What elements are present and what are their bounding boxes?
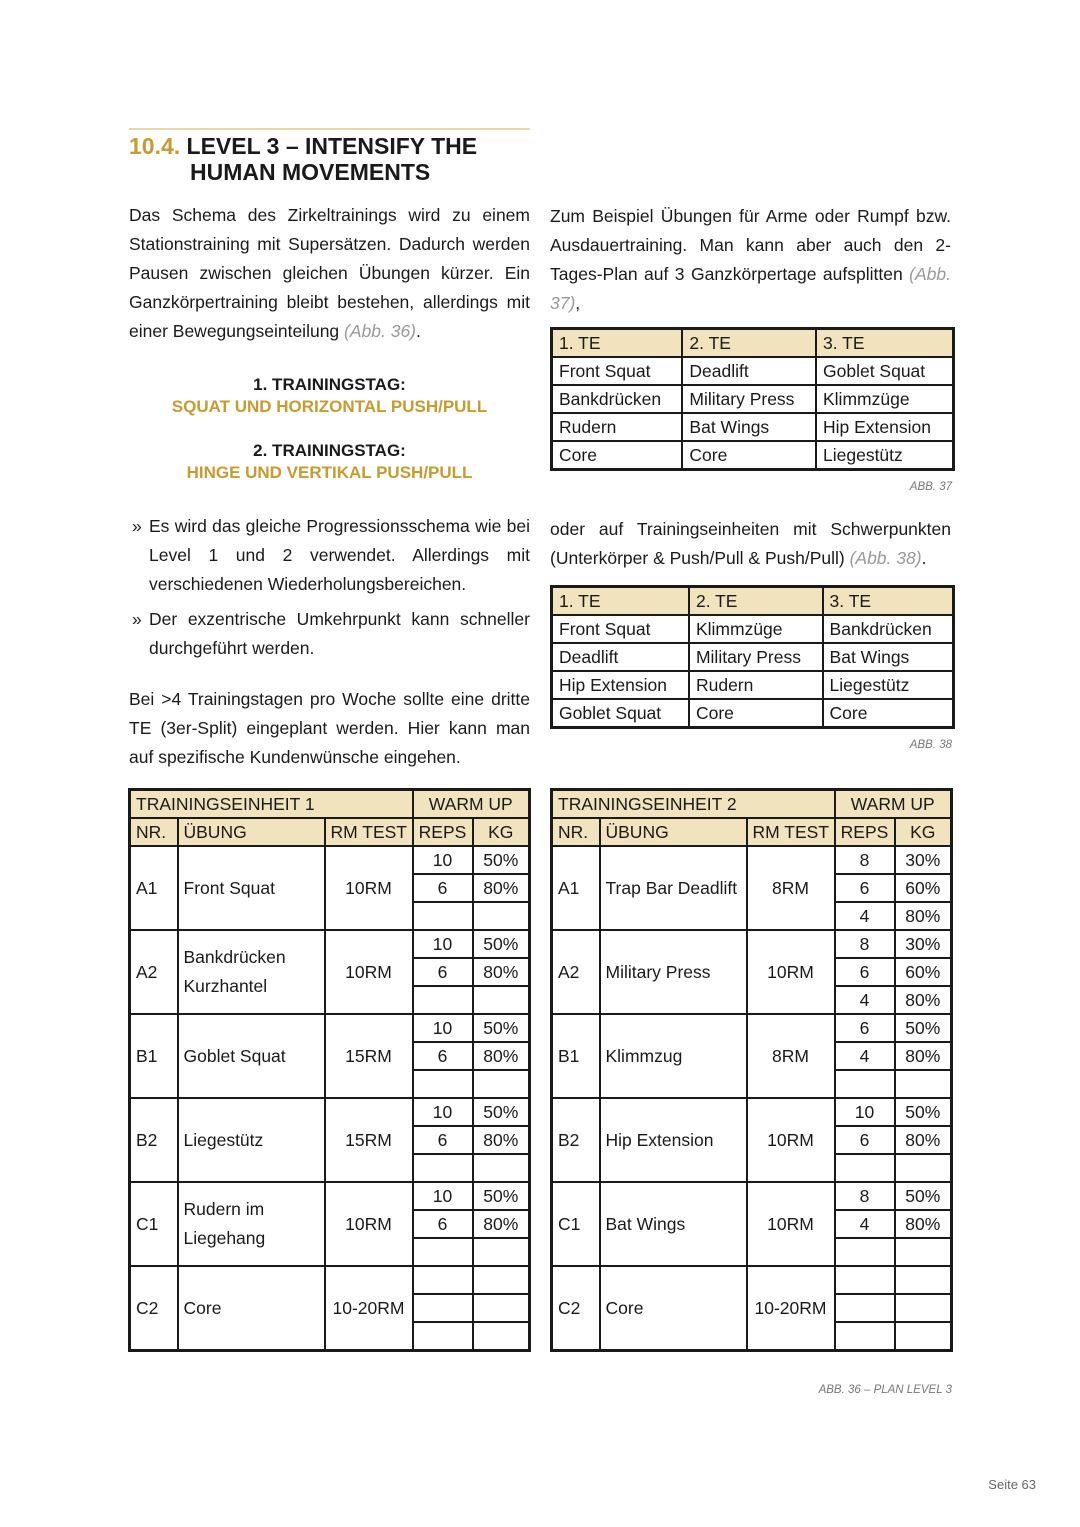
reps-cell xyxy=(413,902,473,930)
exercise-name: Hip Extension xyxy=(600,1098,747,1182)
kg-cell xyxy=(473,1322,530,1351)
kg-cell: 50% xyxy=(895,1014,952,1042)
kg-cell: 50% xyxy=(473,1098,530,1126)
kg-cell xyxy=(473,1238,530,1266)
column-header: ÜBUNG xyxy=(178,818,325,846)
reps-cell: 10 xyxy=(413,1098,473,1126)
kg-cell: 50% xyxy=(473,1014,530,1042)
table-row xyxy=(130,930,530,958)
kg-cell: 80% xyxy=(473,874,530,902)
plan-title: TRAININGSEINHEIT 1 xyxy=(130,790,413,819)
reps-cell: 6 xyxy=(835,874,895,902)
heading-rule xyxy=(129,128,530,130)
reps-cell: 10 xyxy=(835,1098,895,1126)
table-abb-38: 1. TE 2. TE 3. TE Front Squat Klimmzüge Bankdrücken Deadlift Military Press Bat Wings Hip Extension Rudern Liegestütz Goblet Squat Core Core xyxy=(550,585,955,729)
reps-cell xyxy=(835,1070,895,1098)
exercise-nr: C1 xyxy=(552,1182,600,1266)
rm-test: 8RM xyxy=(747,846,835,930)
kg-cell xyxy=(895,1294,952,1322)
table-row xyxy=(130,1014,530,1042)
reps-cell: 8 xyxy=(835,846,895,874)
kg-cell: 50% xyxy=(473,846,530,874)
reps-cell: 6 xyxy=(413,1210,473,1238)
table-abb-37: 1. TE 2. TE 3. TE Front Squat Deadlift Goblet Squat Bankdrücken Military Press Klimmzüge Rudern Bat Wings Hip Extension Core Core Liegestütz xyxy=(550,327,955,471)
intro-paragraph: Das Schema des Zirkeltrainings wird zu einem Stationstraining mit Supersätzen. Dadurch werden Pausen zwischen gleichen Übungen kürzer. Ein Ganzkörpertraining bleibt bestehen, allerdings mit einer Bewegungseinteilung (Abb. 36). xyxy=(129,205,530,341)
warmup-header: WARM UP xyxy=(835,790,952,819)
column-header: ÜBUNG xyxy=(600,818,747,846)
kg-cell: 80% xyxy=(473,1042,530,1070)
column-header: REPS xyxy=(835,818,895,846)
exercise-name: Bat Wings xyxy=(600,1182,747,1266)
kg-cell xyxy=(895,1238,952,1266)
kg-cell: 50% xyxy=(895,1098,952,1126)
exercise-nr: A1 xyxy=(130,846,178,930)
exercise-name: Front Squat xyxy=(178,846,325,930)
page-number: Seite 63 xyxy=(988,1477,1036,1492)
figure-ref: (Abb. 38) xyxy=(849,548,922,568)
exercise-nr: B1 xyxy=(552,1014,600,1098)
exercise-name: Bankdrücken Kurzhantel xyxy=(178,930,325,1014)
kg-cell: 80% xyxy=(473,1210,530,1238)
kg-cell: 80% xyxy=(895,1126,952,1154)
kg-cell: 80% xyxy=(895,986,952,1014)
kg-cell: 80% xyxy=(895,902,952,930)
rm-test: 10RM xyxy=(325,930,413,1014)
exercise-name: Trap Bar Deadlift xyxy=(600,846,747,930)
reps-cell: 6 xyxy=(835,1126,895,1154)
kg-cell: 30% xyxy=(895,930,952,958)
reps-cell xyxy=(413,1238,473,1266)
exercise-nr: B2 xyxy=(552,1098,600,1182)
kg-cell: 80% xyxy=(473,958,530,986)
mid-paragraph: oder auf Trainingseinheiten mit Schwerpunkten (Unterkörper & Push/Pull & Push/Pull) (Abb. 38). xyxy=(550,519,951,568)
table-row xyxy=(552,846,952,874)
reps-cell: 4 xyxy=(835,902,895,930)
section-number: 10.4. xyxy=(129,133,181,159)
kg-cell xyxy=(473,1266,530,1294)
rm-test: 10RM xyxy=(325,846,413,930)
table-row xyxy=(552,930,952,958)
column-header: RM TEST xyxy=(325,818,413,846)
caption-abb-38: ABB. 38 xyxy=(909,739,952,751)
rm-test: 15RM xyxy=(325,1014,413,1098)
table-row: Deadlift Military Press Bat Wings xyxy=(552,643,954,671)
reps-cell: 10 xyxy=(413,1182,473,1210)
reps-cell xyxy=(835,1322,895,1351)
caption-abb-36: ABB. 36 – PLAN LEVEL 3 xyxy=(818,1384,952,1396)
exercise-nr: A1 xyxy=(552,846,600,930)
kg-cell xyxy=(473,1294,530,1322)
heading-line1: LEVEL 3 – INTENSIFY THE xyxy=(186,133,478,159)
split-paragraph: Bei >4 Trainingstagen pro Woche sollte eine dritte TE (3er-Split) eingeplant werden. Hier kann man auf spezifische Kundenwünsche eingehen. xyxy=(129,689,530,767)
exercise-name: Military Press xyxy=(600,930,747,1014)
table-row: Bankdrücken Military Press Klimmzüge xyxy=(552,385,954,413)
exercise-nr: B2 xyxy=(130,1098,178,1182)
reps-cell xyxy=(835,1154,895,1182)
plan-title: TRAININGSEINHEIT 2 xyxy=(552,790,835,819)
column-header: KG xyxy=(473,818,530,846)
reps-cell: 10 xyxy=(413,930,473,958)
table-row xyxy=(552,1014,952,1042)
column-header: NR. xyxy=(130,818,178,846)
reps-cell xyxy=(413,1154,473,1182)
reps-cell: 6 xyxy=(835,1014,895,1042)
table-row: Rudern Bat Wings Hip Extension xyxy=(552,413,954,441)
exercise-nr: A2 xyxy=(130,930,178,1014)
table-row xyxy=(130,1266,530,1294)
rm-test: 10-20RM xyxy=(325,1266,413,1351)
rm-test: 10RM xyxy=(747,930,835,1014)
reps-cell: 10 xyxy=(413,1014,473,1042)
kg-cell xyxy=(473,986,530,1014)
reps-cell: 4 xyxy=(835,1210,895,1238)
table-row xyxy=(552,1098,952,1126)
exercise-nr: A2 xyxy=(552,930,600,1014)
exercise-nr: B1 xyxy=(130,1014,178,1098)
table-row: Front Squat Deadlift Goblet Squat xyxy=(552,357,954,385)
kg-cell: 60% xyxy=(895,958,952,986)
kg-cell: 60% xyxy=(895,874,952,902)
kg-cell: 80% xyxy=(473,1126,530,1154)
rm-test: 15RM xyxy=(325,1098,413,1182)
rm-test: 10RM xyxy=(747,1182,835,1266)
reps-cell: 8 xyxy=(835,1182,895,1210)
table-row xyxy=(130,846,530,874)
bullet-list xyxy=(129,512,530,669)
list-item: » Der exzentrische Umkehrpunkt kann schneller durchgeführt werden. xyxy=(129,605,530,663)
kg-cell: 80% xyxy=(895,1042,952,1070)
reps-cell: 4 xyxy=(835,1042,895,1070)
table-row: Core Core Liegestütz xyxy=(552,441,954,470)
reps-cell xyxy=(835,1294,895,1322)
reps-cell xyxy=(413,1070,473,1098)
reps-cell xyxy=(835,1266,895,1294)
exercise-name: Core xyxy=(600,1266,747,1351)
exercise-nr: C1 xyxy=(130,1182,178,1266)
column-header: KG xyxy=(895,818,952,846)
table-row xyxy=(552,1182,952,1210)
kg-cell xyxy=(473,1070,530,1098)
exercise-name: Liegestütz xyxy=(178,1098,325,1182)
kg-cell: 80% xyxy=(895,1210,952,1238)
figure-ref: (Abb. 37) xyxy=(550,264,951,313)
reps-cell: 10 xyxy=(413,846,473,874)
column-header: NR. xyxy=(552,818,600,846)
kg-cell xyxy=(473,902,530,930)
kg-cell xyxy=(895,1266,952,1294)
reps-cell: 8 xyxy=(835,930,895,958)
table-row: Hip Extension Rudern Liegestütz xyxy=(552,671,954,699)
rm-test: 8RM xyxy=(747,1014,835,1098)
rm-test: 10RM xyxy=(325,1182,413,1266)
table-row xyxy=(130,1182,530,1210)
reps-cell: 6 xyxy=(413,1126,473,1154)
exercise-nr: C2 xyxy=(552,1266,600,1351)
heading-line2: HUMAN MOVEMENTS xyxy=(190,159,431,185)
reps-cell xyxy=(835,1238,895,1266)
right-intro-paragraph: Zum Beispiel Übungen für Arme oder Rumpf bzw. Ausdauertraining. Man kann aber auch den 2-Tages-Plan auf 3 Ganzkörpertage aufsplitten (Abb. 37), xyxy=(550,206,951,313)
training-day-2: 2. TRAININGSTAG: HINGE UND VERTIKAL PUSH/PULL xyxy=(186,441,473,482)
list-item: » Es wird das gleiche Progressionsschema wie bei Level 1 und 2 verwendet. Allerdings mit verschiedenen Wiederholungsbereichen. xyxy=(129,512,530,599)
exercise-nr: C2 xyxy=(130,1266,178,1351)
figure-ref: (Abb. 36) xyxy=(344,321,417,341)
table-row xyxy=(130,1098,530,1126)
rm-test: 10-20RM xyxy=(747,1266,835,1351)
plan-table-2 xyxy=(550,788,953,1352)
kg-cell: 30% xyxy=(895,846,952,874)
column-header: RM TEST xyxy=(747,818,835,846)
reps-cell: 6 xyxy=(413,874,473,902)
plan-table-1 xyxy=(128,788,531,1352)
section-heading xyxy=(129,133,477,185)
warmup-header: WARM UP xyxy=(413,790,530,819)
kg-cell xyxy=(895,1154,952,1182)
table-row: Front Squat Klimmzüge Bankdrücken xyxy=(552,615,954,643)
exercise-name: Rudern im Liegehang xyxy=(178,1182,325,1266)
exercise-name: Goblet Squat xyxy=(178,1014,325,1098)
rm-test: 10RM xyxy=(747,1098,835,1182)
reps-cell: 4 xyxy=(835,986,895,1014)
caption-abb-37: ABB. 37 xyxy=(909,481,952,493)
kg-cell xyxy=(895,1322,952,1351)
exercise-name: Klimmzug xyxy=(600,1014,747,1098)
column-header: REPS xyxy=(413,818,473,846)
reps-cell: 6 xyxy=(835,958,895,986)
table-row: Goblet Squat Core Core xyxy=(552,699,954,728)
reps-cell xyxy=(413,1294,473,1322)
reps-cell: 6 xyxy=(413,1042,473,1070)
reps-cell xyxy=(413,1322,473,1351)
reps-cell: 6 xyxy=(413,958,473,986)
table-row xyxy=(552,1266,952,1294)
kg-cell: 50% xyxy=(895,1182,952,1210)
reps-cell xyxy=(413,1266,473,1294)
kg-cell xyxy=(473,1154,530,1182)
kg-cell: 50% xyxy=(473,930,530,958)
reps-cell xyxy=(413,986,473,1014)
exercise-name: Core xyxy=(178,1266,325,1351)
training-day-1: 1. TRAININGSTAG: SQUAT UND HORIZONTAL PUSH/PULL xyxy=(171,375,488,416)
kg-cell xyxy=(895,1070,952,1098)
kg-cell: 50% xyxy=(473,1182,530,1210)
